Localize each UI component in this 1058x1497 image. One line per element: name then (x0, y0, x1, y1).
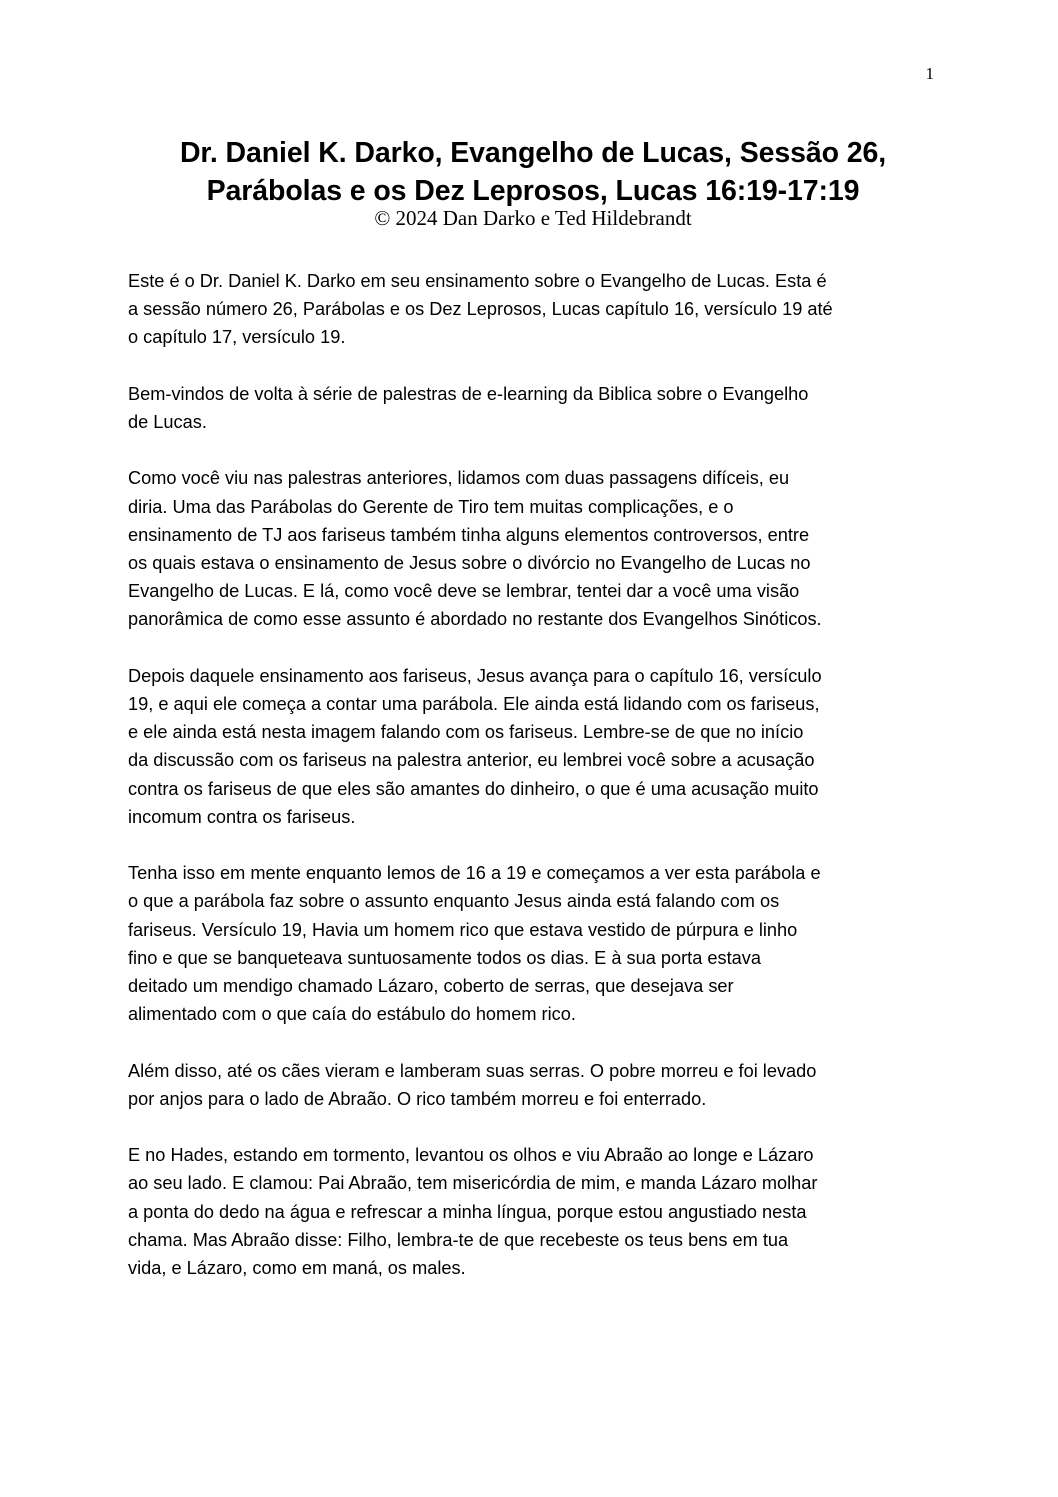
paragraph-line: deitado um mendigo chamado Lázaro, coberto de serras, que desejava ser (128, 976, 734, 997)
paragraph-line: e ele ainda está nesta imagem falando com os fariseus. Lembre-se de que no início (128, 722, 804, 743)
paragraph-line: 19, e aqui ele começa a contar uma parábola. Ele ainda está lidando com os fariseus, (128, 694, 820, 714)
paragraph-line: a sessão número 26, Parábolas e os Dez Leprosos, Lucas capítulo 16, versículo 19 até (128, 299, 833, 320)
paragraph-rich-man (128, 859, 928, 1028)
paragraph-line: incomum contra os fariseus. (128, 806, 356, 827)
paragraph-line: contra os fariseus de que eles são amantes do dinheiro, o que é uma acusação muito (128, 778, 819, 799)
paragraph-line: Tenha isso em mente enquanto lemos de 16 a 19 e começamos a ver esta parábola e (128, 863, 821, 884)
paragraph-hades (128, 1141, 928, 1282)
paragraph-intro (128, 267, 928, 352)
paragraph-line: de Lucas. (128, 412, 207, 432)
paragraph-line: a ponta do dedo na água e refrescar a minha língua, porque estou angustiado nesta (128, 1201, 807, 1222)
paragraph-dogs (128, 1057, 928, 1113)
paragraph-line: fino e que se banqueteava suntuosamente todos os dias. E à sua porta estava (128, 947, 761, 968)
paragraph-line: chama. Mas Abraão disse: Filho, lembra-te de que recebeste os teus bens em tua (128, 1229, 789, 1250)
paragraph-pharisees (128, 662, 928, 831)
page-number: 1 (925, 64, 934, 83)
paragraph-line: Além disso, até os cães vieram e lamberam suas serras. O pobre morreu e foi levado (128, 1060, 817, 1081)
paragraph-line: Este é o Dr. Daniel K. Darko em seu ensinamento sobre o Evangelho de Lucas. Esta é (128, 271, 827, 291)
paragraph-line: Bem-vindos de volta à série de palestras de e-learning da Biblica sobre o Evangelho (128, 383, 809, 404)
copyright-notice: © 2024 Dan Darko e Ted Hildebrandt (374, 206, 692, 230)
paragraph-previous-lectures (128, 464, 928, 633)
paragraph-line: fariseus. Versículo 19, Havia um homem rico que estava vestido de púrpura e linho (128, 919, 798, 940)
paragraph-line: por anjos para o lado de Abraão. O rico também morreu e foi enterrado. (128, 1088, 707, 1109)
paragraph-line: o capítulo 17, versículo 19. (128, 327, 346, 348)
paragraph-line: da discussão com os fariseus na palestra anterior, eu lembrei você sobre a acusação (128, 750, 815, 771)
paragraph-line: os quais estava o ensinamento de Jesus sobre o divórcio no Evangelho de Lucas no (128, 553, 811, 573)
paragraph-line: Como você viu nas palestras anteriores, lidamos com duas passagens difíceis, eu (128, 468, 790, 489)
paragraph-line: Evangelho de Lucas. E lá, como você deve se lembrar, tentei dar a você uma visão (128, 581, 800, 602)
paragraph-line: diria. Uma das Parábolas do Gerente de Tiro tem muitas complicações, e o (128, 496, 734, 517)
paragraph-line: Depois daquele ensinamento aos fariseus, Jesus avança para o capítulo 16, versículo (128, 665, 822, 686)
paragraph-line: o que a parábola faz sobre o assunto enquanto Jesus ainda está falando com os (128, 891, 780, 912)
paragraph-welcome (128, 380, 928, 436)
document-header (100, 134, 966, 230)
paragraph-line: E no Hades, estando em tormento, levantou os olhos e viu Abraão ao longe e Lázaro (128, 1145, 814, 1166)
paragraph-line: ao seu lado. E clamou: Pai Abraão, tem misericórdia de mim, e manda Lázaro molhar (128, 1173, 818, 1194)
paragraph-line: alimentado com o que caía do estábulo do homem rico. (128, 1004, 576, 1025)
paragraph-line: panorâmica de como esse assunto é abordado no restante dos Evangelhos Sinóticos. (128, 609, 822, 630)
document-body (128, 267, 928, 1310)
paragraph-line: ensinamento de TJ aos fariseus também tinha alguns elementos controversos, entre (128, 524, 810, 545)
document-title-line-1: Dr. Daniel K. Darko, Evangelho de Lucas, Sessão 26, (179, 137, 887, 169)
document-title-line-2: Parábolas e os Dez Leprosos, Lucas 16:19-17:19 (206, 175, 860, 207)
paragraph-line: vida, e Lázaro, como em maná, os males. (128, 1258, 466, 1279)
